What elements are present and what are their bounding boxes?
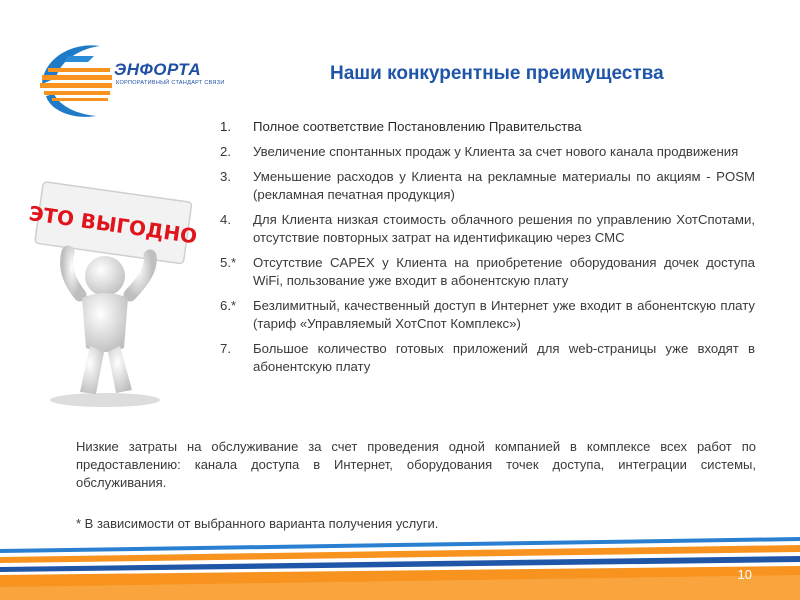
list-item-text: Полное соответствие Постановлению Правительства xyxy=(253,119,582,134)
footnote: * В зависимости от выбранного варианта получения услуги. xyxy=(76,516,439,531)
list-item-number: 1. xyxy=(220,119,231,134)
list-item xyxy=(220,211,755,247)
list-item-number: 2. xyxy=(220,144,231,159)
list-item-text: Большое количество готовых приложений для web-страницы уже входят в абонентскую плату xyxy=(253,341,755,374)
summary-paragraph: Низкие затраты на обслуживание за счет проведения одной компанией в комплексе всех работ по предоставлению: канала доступа в Интернет, оборудования точек доступа, интеграции системы, обслуживания. xyxy=(76,439,756,490)
figure-holding-sign xyxy=(20,180,210,410)
page-title: Наши конкурентные преимущества xyxy=(330,63,664,84)
list-item xyxy=(220,254,755,290)
company-logo xyxy=(38,38,228,124)
list-item-number: 5.* xyxy=(220,255,237,270)
advantages-list xyxy=(220,118,755,383)
logo-name: ЭНФОРТА xyxy=(114,60,202,79)
list-item-text: Отсутствие CAPEX у Клиента на приобретение оборудования дочек доступа WiFi, пользование уже входит в абонентскую плату xyxy=(253,255,755,288)
sign-text: ЭТО ВЫГОДНО xyxy=(27,201,199,249)
list-item xyxy=(220,118,755,136)
person-with-sign-illustration xyxy=(20,180,210,410)
list-item-number: 3. xyxy=(220,169,231,184)
list-item-text: Для Клиента низкая стоимость облачного решения по управлению ХотСпотами, отсутствие повторных затрат на идентификацию через СМС xyxy=(253,212,755,245)
list-item xyxy=(220,168,755,204)
list-item-text: Увеличение спонтанных продаж у Клиента за счет нового канала продвижения xyxy=(253,144,739,159)
list-item xyxy=(220,297,755,333)
list-item xyxy=(220,143,755,161)
list-item-number: 6.* xyxy=(220,298,237,313)
footer-stripes xyxy=(0,535,800,600)
list-item xyxy=(220,340,755,376)
logo-tagline: КОРПОРАТИВНЫЙ СТАНДАРТ СВЯЗИ xyxy=(116,80,225,86)
list-item-number: 7. xyxy=(220,341,231,356)
list-item-text: Безлимитный, качественный доступ в Интернет уже входит в абонентскую плату (тариф «Управляемый ХотСпот Комплекс») xyxy=(253,298,755,331)
list-item-text: Уменьшение расходов у Клиента на рекламные материалы по акциям - POSM (рекламная печатная продукция) xyxy=(253,169,755,202)
page-number: 10 xyxy=(737,567,752,582)
list-item-number: 4. xyxy=(220,212,231,227)
